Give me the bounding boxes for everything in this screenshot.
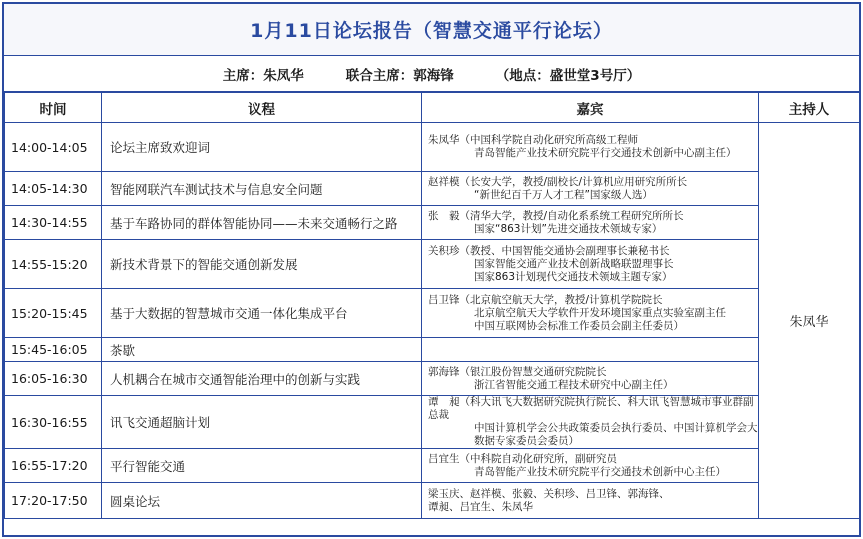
- guest-line: 张 毅（清华大学，教授/自动化系系统工程研究所所长: [428, 209, 684, 222]
- guest-line: 青岛智能产业技术研究院平行交通技术创新中心主任）: [474, 465, 726, 478]
- chairs-line: [4, 56, 859, 92]
- col-guest: 嘉宾: [422, 93, 759, 123]
- table-header-row: [5, 93, 860, 123]
- row-topic: 基于大数据的智慧城市交通一体化集成平台: [102, 289, 422, 338]
- row-time: 16:30-16:55: [5, 396, 102, 449]
- guest-line: 北京航空航天大学软件开发环境国家重点实验室副主任: [474, 306, 726, 319]
- row-time: 14:05-14:30: [5, 172, 102, 206]
- guest-line: 朱凤华（中国科学院自动化研究所高级工程师: [428, 134, 638, 146]
- row-guest: [422, 338, 759, 362]
- table-row: [5, 172, 860, 206]
- table-row: [5, 362, 860, 396]
- table-row: [5, 396, 860, 449]
- guest-line: 关积珍（教授、中国智能交通协会副理事长兼秘书长: [428, 244, 670, 257]
- guest-line: 吕宜生（中科院自动化研究所，副研究员: [428, 452, 617, 465]
- row-topic: 人机耦合在城市交通智能治理中的创新与实践: [102, 362, 422, 396]
- host-name: 朱凤华: [759, 123, 860, 519]
- guest-line: 梁玉庆、赵祥模、张毅、关积珍、吕卫锋、郭海锋、: [428, 487, 670, 500]
- row-guest: [422, 362, 759, 396]
- table-row: [5, 206, 860, 240]
- table-row: [5, 123, 860, 172]
- co-chair-label: 联合主席：郭海锋: [345, 67, 454, 84]
- agenda-table: [4, 92, 860, 519]
- table-row: [5, 483, 860, 519]
- row-time: 15:45-16:05: [5, 338, 102, 362]
- row-time: 16:05-16:30: [5, 362, 102, 396]
- row-guest: [422, 396, 759, 449]
- page-title: 1月11日论坛报告（智慧交通平行论坛）: [4, 4, 859, 56]
- row-guest: [422, 240, 759, 289]
- row-time: 14:30-14:55: [5, 206, 102, 240]
- row-guest: [422, 483, 759, 519]
- guest-line: 吕卫锋（北京航空航天大学，教授/计算机学院院长: [428, 293, 663, 306]
- chair-label: 主席：朱凤华: [222, 67, 304, 84]
- guest-line: 郭海锋（银江股份智慧交通研究院院长: [428, 365, 607, 378]
- row-time: 16:55-17:20: [5, 449, 102, 483]
- col-topic: 议程: [102, 93, 422, 123]
- row-guest: [422, 206, 759, 240]
- guest-line: 赵祥模（长安大学，教授/副校长/计算机应用研究所所长: [428, 175, 688, 188]
- row-time: 14:55-15:20: [5, 240, 102, 289]
- guest-line: 国家“863计划”先进交通技术领域专家）: [474, 222, 663, 235]
- guest-line: 中国计算机学会公共政策委员会执行委员、中国计算机学会大数据专家委员会委员）: [474, 422, 758, 447]
- agenda-sheet: [2, 2, 861, 537]
- row-time: 17:20-17:50: [5, 483, 102, 519]
- guest-line: 国家863计划现代交通技术领域主题专家）: [474, 270, 673, 283]
- guest-line: 谭昶、吕宜生、朱凤华: [428, 500, 533, 513]
- agenda-body: [5, 123, 860, 519]
- table-row: [5, 289, 860, 338]
- row-guest: [422, 449, 759, 483]
- row-topic: 基于车路协同的群体智能协同——未来交通畅行之路: [102, 206, 422, 240]
- row-topic: 论坛主席致欢迎词: [102, 123, 422, 172]
- row-topic: 平行智能交通: [102, 449, 422, 483]
- guest-line: “新世纪百千万人才工程”国家级人选）: [474, 188, 653, 201]
- row-topic: 智能网联汽车测试技术与信息安全问题: [102, 172, 422, 206]
- guest-line: 谭 昶（科大讯飞大数据研究院执行院长、科大讯飞智慧城市事业群副总裁: [428, 396, 754, 421]
- table-row: [5, 338, 860, 362]
- row-topic: 讯飞交通超脑计划: [102, 396, 422, 449]
- row-topic: 新技术背景下的智能交通创新发展: [102, 240, 422, 289]
- col-time: 时间: [5, 93, 102, 123]
- guest-line: 青岛智能产业技术研究院平行交通技术创新中心副主任）: [474, 147, 737, 159]
- row-topic: 圆桌论坛: [102, 483, 422, 519]
- guest-line: 浙江省智能交通工程技术研究中心副主任）: [474, 378, 674, 391]
- row-guest: [422, 289, 759, 338]
- col-host: 主持人: [759, 93, 860, 123]
- guest-line: 国家智能交通产业技术创新战略联盟理事长: [474, 257, 674, 270]
- row-time: 15:20-15:45: [5, 289, 102, 338]
- guest-line: 中国互联网协会标准工作委员会副主任委员）: [474, 319, 684, 332]
- row-guest: [422, 172, 759, 206]
- table-row: [5, 240, 860, 289]
- table-row: [5, 449, 860, 483]
- row-topic: 茶歇: [102, 338, 422, 362]
- venue-label: （地点：盛世堂3号厅）: [495, 67, 641, 84]
- row-time: 14:00-14:05: [5, 123, 102, 172]
- row-guest: [422, 123, 759, 172]
